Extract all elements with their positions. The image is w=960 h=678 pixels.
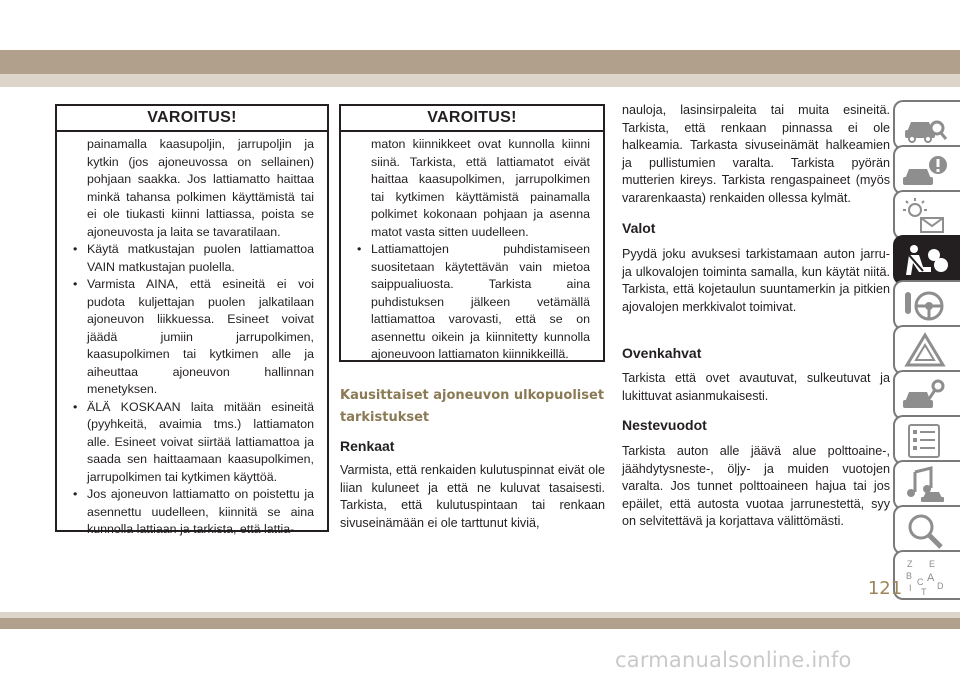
tab-warning-lights[interactable]: [893, 190, 960, 240]
bottom-band-dark: [0, 618, 960, 629]
paragraph-ovenkahvat: Tarkista että ovet avautuvat, sulkeutuvat ja lukittuvat asianmukaisesti.: [622, 371, 890, 403]
watermark: carmanualsonline.info: [615, 648, 852, 672]
warning-light-message-icon: [901, 196, 949, 236]
top-band-light: [0, 74, 960, 87]
tab-car-info[interactable]: [893, 145, 960, 195]
steering-wheel-icon: [901, 286, 949, 326]
checklist-icon: [901, 421, 949, 461]
paragraph-renkaat-continued: nauloja, lasinsirpaleita tai muita esineitä. Tarkista, että renkaan pinnassa ei ole halkeamia. Tarkasta sivuseinämät halkeamien ja pullistumien varalta. Tarkista pyörän mutterien kireys. Tarkista rengaspaineet (myös vararenkaasta) renkaiden ollessa kylmät.: [622, 103, 890, 205]
index-letter: D: [937, 581, 944, 591]
tab-car-search[interactable]: [893, 100, 960, 150]
tab-technical-specs[interactable]: [893, 415, 960, 465]
tab-safety[interactable]: [893, 235, 960, 285]
warning-bullet: • Käytä matkustajan puolen lattiamattoa VAIN matkustajan puolella.: [73, 242, 314, 274]
tab-multimedia[interactable]: [893, 460, 960, 510]
tab-emergency[interactable]: [893, 325, 960, 375]
warning-intro-text: maton kiinnikkeet ovat kunnolla kiinni siinä. Tarkista, että lattiamatot eivät haittaa kaasupolkimen, jarrupolkimen tai kytkimen käyttämistä painamalla polkimet kokonaan pohjaan ja asenna matot vasta sitten uudelleen.: [371, 137, 590, 239]
paragraph-renkaat: Varmista, että renkaiden kulutuspinnat eivät ole liian kuluneet ja että ne kuluvat tasaisesti. Tarkista, että kulutuspintaan tai renkaan sivuseinämään ei ole tarttunut kiviä,: [340, 463, 605, 530]
section-title: Kausittaiset ajoneuvon ulkopuoliset tarkistukset: [340, 388, 605, 425]
index-letter: Z: [907, 559, 913, 569]
index-letter: E: [929, 559, 936, 569]
index-letter: T: [921, 587, 927, 596]
warning-intro-text: painamalla kaasupoljin, jarrupoljin ja kytkin (jos ajoneuvossa on sellainen) pohjaan saakka. Jos lattiamatto haittaa minkä tahansa polkimen käyttämistä tai ei ole tiukasti kiinni lattiassa, poista se ajoneuvosta ja laita se tavaratilaan.: [87, 137, 314, 239]
index-letter: I: [909, 583, 912, 593]
hazard-triangle-icon: [901, 331, 949, 371]
index-letter: B: [906, 571, 913, 581]
warning-bullet: • Varmista AINA, että esineitä ei voi pudota kuljettajan puolen jalkatilaan ajoneuvon liikkuessa. Esineet voivat jäädä jumiin jarrupolkimen, kaasupolkimen tai kytkimen alle ja aiheuttaa ajoneuvon hallinnan menetyksen.: [73, 277, 314, 396]
warning-bullet: • Jos ajoneuvon lattiamatto on poistettu ja asennettu uudelleen, kiinnitä se aina kunnolla lattiaan ja tarkista, että lattia-: [73, 487, 314, 536]
car-wrench-icon: [901, 376, 949, 416]
index-letter: A: [927, 572, 935, 584]
tab-starting-driving[interactable]: [893, 280, 960, 330]
heading-ovenkahvat: Ovenkahvat: [622, 345, 702, 361]
top-band-dark: [0, 50, 960, 74]
car-search-icon: [901, 106, 949, 146]
heading-renkaat: Renkaat: [340, 438, 395, 454]
heading-nestevuodot: Nestevuodot: [622, 417, 707, 433]
magnifier-icon: [901, 511, 949, 551]
car-info-icon: [901, 151, 949, 191]
index-letter: C: [917, 577, 924, 587]
heading-valot: Valot: [622, 220, 656, 236]
alphabet-index-icon: [901, 556, 949, 596]
page-number: 121: [867, 578, 903, 599]
warning-bullet: • ÄLÄ KOSKAAN laita mitään esineitä (pyyhkeitä, avaimia tms.) lattiamaton alle. Esineet voivat siirtää lattiamattoa ja saada sen haittaamaan kaasupolkimen, jarrupolkimen tai kytkimen käyttöä.: [73, 399, 314, 484]
music-car-icon: [901, 466, 949, 506]
warning-title: VAROITUS!: [57, 106, 327, 132]
seatbelt-airbag-icon: [901, 241, 949, 281]
paragraph-nestevuodot: Tarkista auton alle jäävä alue polttoaine-, jäähdytysneste-, öljy- ja muiden vuotojen varalta. Jos tunnet polttoaineen hajua tai jos epäilet, että autosta vuotaa jarrunestettä, syy on selvitettävä ja korjattava välittömästi.: [622, 444, 890, 528]
warning-title: VAROITUS!: [341, 106, 603, 132]
warning-bullet: • Lattiamattojen puhdistamiseen suositetaan käytettävän vain mietoa saippualiuosta. Tarkista aina puhdistuksen jälkeen vetämällä lattiamattoa varovasti, että se on asennettu oikein ja kiinnitetty kunnolla ajoneuvoon lattiamaton kiinnikkeillä.: [357, 242, 590, 361]
tab-servicing[interactable]: [893, 370, 960, 420]
warning-box-1: [55, 104, 329, 536]
warning-box-2: [339, 104, 605, 362]
tab-search[interactable]: [893, 505, 960, 555]
paragraph-valot: Pyydä joku avuksesi tarkistamaan auton jarru- ja ulkovalojen toiminta samalla, kun käytät niitä. Tarkista, että kojetaulun suuntamerkin ja pitkien ajovalojen merkkivalot toimivat.: [622, 247, 890, 314]
